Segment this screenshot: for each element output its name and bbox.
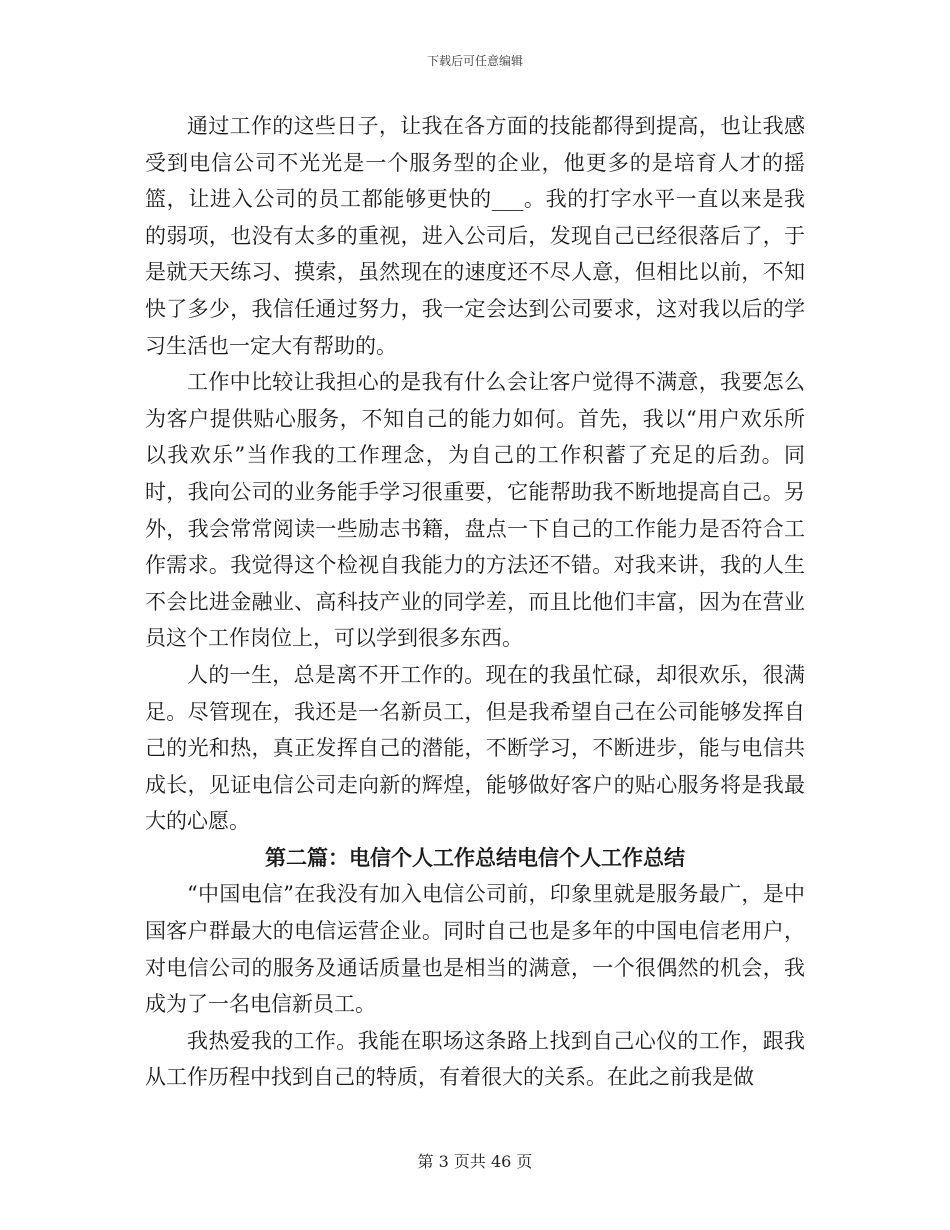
page-header: 下载后可任意编辑 bbox=[426, 54, 523, 68]
paragraph-5: 我热爱我的工作。我能在职场这条路上找到自己心仪的工作，跟我从工作历程中找到自己的特质，有着很大的关系。在此之前我是做 bbox=[145, 1028, 805, 1090]
paragraph-1: 通过工作的这些日子，让我在各方面的技能都得到提高，也让我感受到电信公司不光光是一个服务型的企业，他更多的是培育人才的摇篮，让进入公司的员工都能够更快的___。我的打字水平一直以来是我的弱项，也没有太多的重视，进入公司后，发现自己已经很落后了，于是就天天练习、摸索，虽然现在的速度还不尽人意，但相比以前，不知快了多少，我信任通过努力，我一定会达到公司要求，这对我以后的学习生活也一定大有帮助的。 bbox=[145, 114, 805, 358]
page-number: 第 3 页共 46 页 bbox=[417, 1152, 533, 1171]
paragraph-2: 工作中比较让我担心的是我有什么会让客户觉得不满意，我要怎么为客户提供贴心服务，不知自己的能力如何。首先，我以“用户欢乐所以我欢乐”当作我的工作理念，为自己的工作积蓄了充足的后劲。同时，我向公司的业务能手学习很重要，它能帮助我不断地提高自己。另外，我会常常阅读一些励志书籍，盘点一下自己的工作能力是否符合工作需求。我觉得这个检视自我能力的方法还不错。对我来讲，我的人生不会比进金融业、高科技产业的同学差，而且比他们丰富，因为在营业员这个工作岗位上，可以学到很多东西。 bbox=[145, 370, 805, 651]
paragraph-4: “中国电信”在我没有加入电信公司前，印象里就是服务最广，是中国客户群最大的电信运营企业。同时自己也是多年的中国电信老用户，对电信公司的服务及通话质量也是相当的满意，一个很偶然的机会，我成为了一名电信新员工。 bbox=[145, 882, 805, 1017]
document-body bbox=[145, 108, 805, 1096]
paragraph-3: 人的一生，总是离不开工作的。现在的我虽忙碌，却很欢乐，很满足。尽管现在，我还是一名新员工，但是我希望自己在公司能够发挥自己的光和热，真正发挥自己的潜能，不断学习，不断进步，能与电信共成长，见证电信公司走向新的辉煌，能够做好客户的贴心服务将是我最大的心愿。 bbox=[145, 662, 805, 834]
section-heading: 第二篇：电信个人工作总结电信个人工作总结 bbox=[265, 844, 685, 870]
